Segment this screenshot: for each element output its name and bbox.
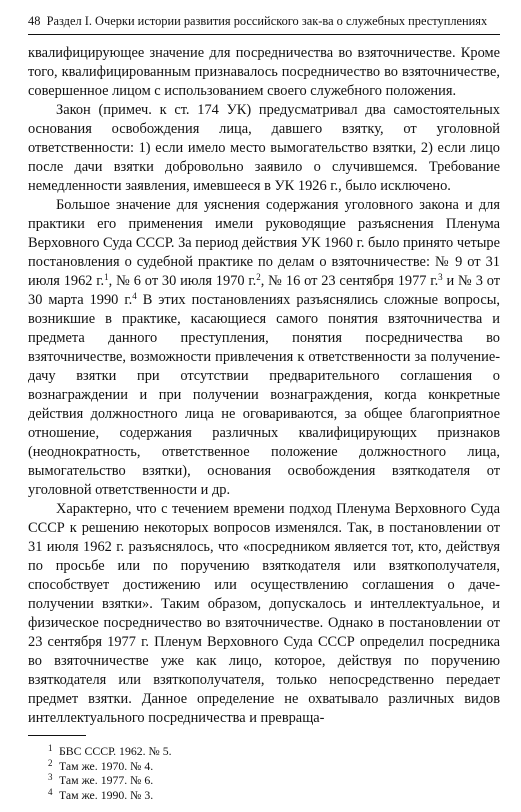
footnote [28, 788, 328, 803]
footnote-text: Там же. 1970. № 4. [59, 758, 154, 773]
paragraph [28, 196, 500, 500]
footnote-text: Там же. 1990. № 3. [59, 787, 154, 802]
footnote-text: БВС СССР. 1962. № 5. [59, 744, 172, 758]
footnote-number: 4 [48, 786, 53, 797]
paragraph-text: Большое значение для уяснения содержания уголовного закона и для практики его применения имели руководящие разъяснения Пленума Верховного Суда СССР. За период действия УК 1960 г. было принято четыре постановления о судебной практике по делам о взяточничестве: № 9 от 31 июля 1962 г. [28, 197, 500, 289]
running-title: Раздел I. Очерки истории развития российского зак-ва о служебных преступлениях [46, 14, 488, 28]
footnotes [28, 744, 328, 802]
page-number: 48 [28, 14, 41, 28]
paragraph: Характерно, что с течением времени подход Пленума Верховного Суда СССР к решению некоторых вопросов изменялся. Так, в постановлении от 31 июля 1962 г. разъяснялось, что «посредником является тот, кто, действуя по просьбе или по поручению взяткодателя или взяткополучателя, способствует достижению или осуществлению соглашения о даче-получении взятки». Таким образом, допускалось и интеллектуальное, и физическое посредничество во взяточничестве. Однако в постановлении от 23 сентября 1977 г. Пленум Верховного Суда СССР определил посредника во взяточничестве уже как лицо, которое, действуя по поручению взяткодателя или взяткополучателя, только непосредственно передает предмет взятки. Данное определение не охватывало различных видов интеллектуального посредничества и превраща- [28, 501, 500, 726]
header-rule [28, 34, 500, 35]
footnote [28, 744, 328, 759]
paragraph-text: , № 16 от 23 сентября 1977 г. [260, 273, 439, 289]
footnote-rule [28, 735, 86, 736]
paragraph-text: , № 6 от 30 июля 1970 г. [108, 273, 257, 289]
paragraph-text: В этих постановлениях разъяснялись сложные вопросы, возникшие в практике, касающиеся самого понятия взяточничества и предмета данного преступления, понятия посредничества во взяточничестве, возможности привлечения к ответственности за получение-дачу взятки при отсутствии предварительного соглашения о вознаграждении и при получении вознаграждения, когда конкретные действия должностного лица не оговариваются, за общее благоприятное отношение, содержания различных квалифицирующих признаков (неоднократность, ответственное положение должностного лица, вымогательство взятки), основания освобождения взяткодателя от уголовной ответственности и др. [28, 292, 500, 498]
footnote-mark: 1 [104, 272, 109, 282]
paragraph: Закон (примеч. к ст. 174 УК) предусматривал два самостоятельных основания освобождения лица, давшего взятку, от уголовной ответственности: 1) если имело место вымогательство взятки, 2) если лицо после дачи взятки добровольно заявило о случившемся. Требование немедленности заявления, имевшееся в УК 1926 г., было исключено. [28, 102, 500, 194]
footnote-number: 1 [48, 743, 53, 753]
footnote-number: 3 [48, 772, 53, 783]
footnote-mark: 3 [438, 272, 443, 282]
body-text [28, 44, 500, 728]
footnote [28, 759, 328, 774]
paragraph-text: и № 3 от 30 марта 1990 г. [28, 273, 501, 308]
footnote-mark: 2 [256, 272, 261, 282]
footnote-number: 2 [48, 757, 53, 768]
footnote-mark: 4 [132, 291, 137, 301]
running-head [28, 12, 500, 30]
footnote [28, 773, 328, 788]
paragraph: квалифицирующее значение для посредничества во взяточничестве. Кроме того, квалифицированным признавалось посредничество во взяточничестве, совершенное лицом с использованием своего служебного положения. [28, 45, 500, 99]
footnote-text: Там же. 1977. № 6. [59, 773, 154, 788]
